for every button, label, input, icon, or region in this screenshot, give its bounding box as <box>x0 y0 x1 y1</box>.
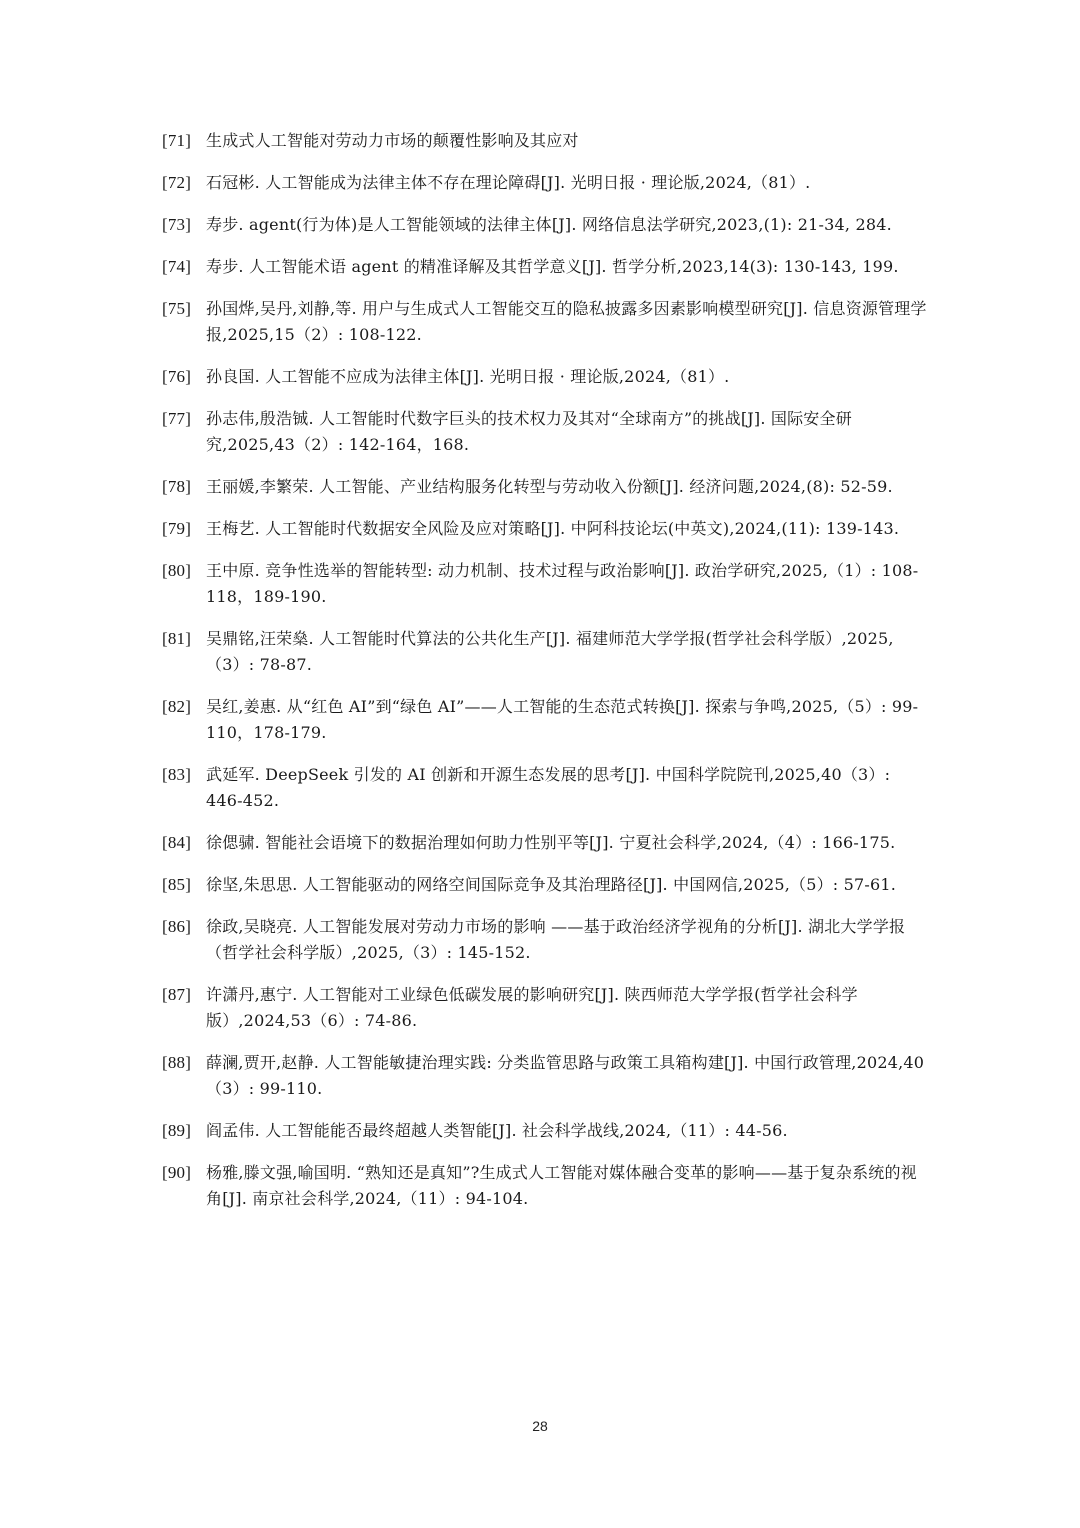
reference-item <box>162 474 930 500</box>
reference-number: [84] <box>162 833 192 852</box>
reference-number: [73] <box>162 215 192 234</box>
reference-number: [88] <box>162 1053 192 1072</box>
reference-number: [78] <box>162 477 192 496</box>
reference-text: 孙良国. 人工智能不应成为法律主体[J]. 光明日报 · 理论版,2024,（81）. <box>206 367 730 386</box>
reference-item <box>162 626 930 678</box>
reference-number: [71] <box>162 131 192 150</box>
reference-number: [80] <box>162 561 192 580</box>
page-number: 28 <box>532 1418 548 1434</box>
reference-text: 王梅艺. 人工智能时代数据安全风险及应对策略[J]. 中阿科技论坛(中英文),2024,(11): 139-143. <box>206 519 900 538</box>
reference-text: 杨雅,滕文强,喻国明. “熟知还是真知”?生成式人工智能对媒体融合变革的影响——基于复杂系统的视角[J]. 南京社会科学,2024,（11）: 94-104. <box>206 1163 917 1208</box>
reference-text: 孙志伟,殷浩铖. 人工智能时代数字巨头的技术权力及其对“全球南方”的挑战[J]. 国际安全研究,2025,43（2）: 142-164，168. <box>206 409 852 454</box>
reference-number: [72] <box>162 173 192 192</box>
reference-number: [83] <box>162 765 192 784</box>
reference-text: 许潇丹,惠宁. 人工智能对工业绿色低碳发展的影响研究[J]. 陕西师范大学学报(哲学社会科学版）,2024,53（6）: 74-86. <box>206 985 858 1030</box>
reference-text: 王中原. 竞争性选举的智能转型: 动力机制、技术过程与政治影响[J]. 政治学研究,2025,（1）: 108-118，189-190. <box>206 561 919 606</box>
reference-item <box>162 406 930 458</box>
reference-text: 王丽媛,李繁荣. 人工智能、产业结构服务化转型与劳动收入份额[J]. 经济问题,2024,(8): 52-59. <box>206 477 893 496</box>
reference-text: 徐坚,朱思思. 人工智能驱动的网络空间国际竞争及其治理路径[J]. 中国网信,2025,（5）: 57-61. <box>206 875 897 894</box>
reference-item <box>162 516 930 542</box>
reference-number: [76] <box>162 367 192 386</box>
reference-number: [87] <box>162 985 192 1004</box>
reference-number: [86] <box>162 917 192 936</box>
reference-item <box>162 694 930 746</box>
reference-number: [89] <box>162 1121 192 1140</box>
reference-text: 吴红,姜惠. 从“红色 AI”到“绿色 AI”——人工智能的生态范式转换[J]. 探索与争鸣,2025,（5）: 99-110，178-179. <box>206 697 919 742</box>
reference-number: [90] <box>162 1163 192 1182</box>
reference-item <box>162 872 930 898</box>
reference-item <box>162 254 930 280</box>
reference-text: 生成式人工智能对劳动力市场的颠覆性影响及其应对 <box>206 131 579 150</box>
reference-number: [75] <box>162 299 192 318</box>
reference-text: 吴鼎铭,汪荣燊. 人工智能时代算法的公共化生产[J]. 福建师范大学学报(哲学社会科学版）,2025,（3）: 78-87. <box>206 629 894 674</box>
reference-number: [82] <box>162 697 192 716</box>
reference-item <box>162 914 930 966</box>
reference-number: [81] <box>162 629 192 648</box>
reference-text: 阎孟伟. 人工智能能否最终超越人类智能[J]. 社会科学战线,2024,（11）: 44-56. <box>206 1121 788 1140</box>
reference-item <box>162 558 930 610</box>
reference-text: 寿步. 人工智能术语 agent 的精准译解及其哲学意义[J]. 哲学分析,2023,14(3): 130-143, 199. <box>206 257 899 276</box>
reference-number: [85] <box>162 875 192 894</box>
reference-item <box>162 982 930 1034</box>
reference-item <box>162 1160 930 1212</box>
reference-item <box>162 296 930 348</box>
reference-item <box>162 1050 930 1102</box>
reference-item <box>162 762 930 814</box>
reference-text: 武延军. DeepSeek 引发的 AI 创新和开源生态发展的思考[J]. 中国科学院院刊,2025,40（3）: 446-452. <box>206 765 891 810</box>
reference-text: 寿步. agent(行为体)是人工智能领域的法律主体[J]. 网络信息法学研究,2023,(1): 21-34, 284. <box>206 215 892 234</box>
reference-text: 徐政,吴晓亮. 人工智能发展对劳动力市场的影响 ——基于政治经济学视角的分析[J]. 湖北大学学报（哲学社会科学版）,2025,（3）: 145-152. <box>206 917 906 962</box>
reference-item <box>162 830 930 856</box>
reference-item <box>162 128 930 154</box>
reference-item <box>162 364 930 390</box>
reference-text: 徐偲骕. 智能社会语境下的数据治理如何助力性别平等[J]. 宁夏社会科学,2024,（4）: 166-175. <box>206 833 896 852</box>
reference-text: 薛澜,贾开,赵静. 人工智能敏捷治理实践: 分类监管思路与政策工具箱构建[J]. 中国行政管理,2024,40（3）: 99-110. <box>206 1053 925 1098</box>
reference-number: [77] <box>162 409 192 428</box>
reference-text: 孙国烨,吴丹,刘静,等. 用户与生成式人工智能交互的隐私披露多因素影响模型研究[J]. 信息资源管理学报,2025,15（2）: 108-122. <box>206 299 927 344</box>
reference-number: [74] <box>162 257 192 276</box>
reference-number: [79] <box>162 519 192 538</box>
reference-text: 石冠彬. 人工智能成为法律主体不存在理论障碍[J]. 光明日报 · 理论版,2024,（81）. <box>206 173 811 192</box>
reference-list <box>162 128 930 1228</box>
reference-item <box>162 212 930 238</box>
reference-item <box>162 1118 930 1144</box>
reference-item <box>162 170 930 196</box>
